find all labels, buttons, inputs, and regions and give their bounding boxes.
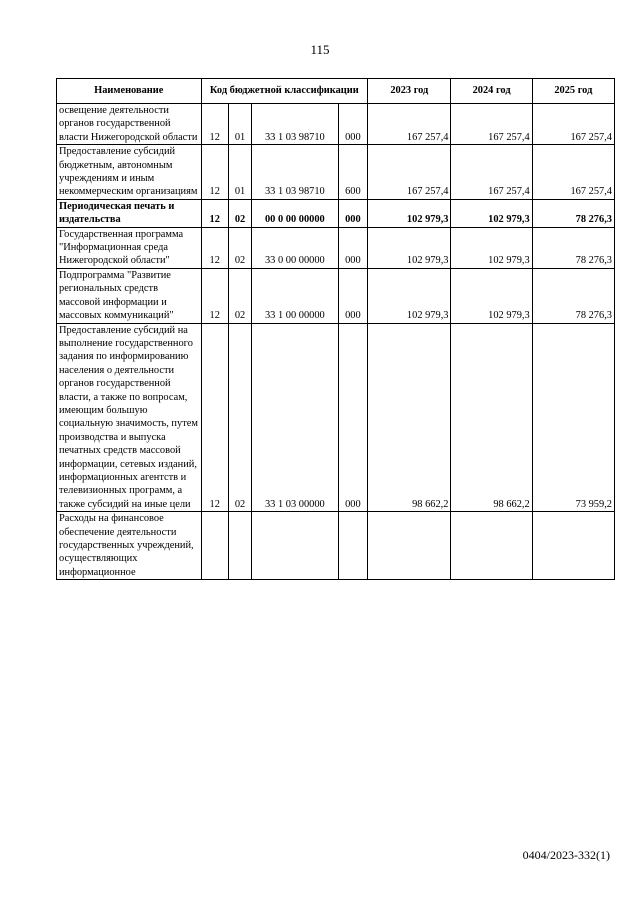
header-2025: 2025 год bbox=[532, 79, 614, 104]
cell-2025: 78 276,3 bbox=[532, 268, 614, 323]
cell-2025: 167 257,4 bbox=[532, 145, 614, 200]
cell-2023: 98 662,2 bbox=[368, 323, 451, 512]
cell-2024: 98 662,2 bbox=[451, 323, 532, 512]
cell-2023: 167 257,4 bbox=[368, 145, 451, 200]
cell-section: 12 bbox=[201, 104, 228, 145]
table-row bbox=[57, 268, 615, 323]
cell-target-article: 33 1 03 98710 bbox=[252, 145, 338, 200]
table-row bbox=[57, 145, 615, 200]
table-row bbox=[57, 104, 615, 145]
cell-2025: 78 276,3 bbox=[532, 227, 614, 268]
table-row bbox=[57, 227, 615, 268]
cell-name: Государственная программа "Информационная среда Нижегородской области" bbox=[57, 227, 202, 268]
cell-target-article: 33 1 03 00000 bbox=[252, 323, 338, 512]
cell-2023 bbox=[368, 512, 451, 580]
cell-name: освещение деятельности органов государственной власти Нижегородской области bbox=[57, 104, 202, 145]
cell-2024 bbox=[451, 512, 532, 580]
cell-2025: 78 276,3 bbox=[532, 199, 614, 227]
cell-2025: 73 959,2 bbox=[532, 323, 614, 512]
cell-subsection: 02 bbox=[228, 323, 251, 512]
cell-expense-type: 000 bbox=[338, 323, 368, 512]
header-name: Наименование bbox=[57, 79, 202, 104]
cell-subsection: 02 bbox=[228, 268, 251, 323]
document-code: 0404/2023-332(1) bbox=[522, 848, 610, 862]
cell-expense-type bbox=[338, 512, 368, 580]
cell-2023: 102 979,3 bbox=[368, 227, 451, 268]
cell-expense-type: 000 bbox=[338, 199, 368, 227]
cell-name: Периодическая печать и издательства bbox=[57, 199, 202, 227]
cell-section bbox=[201, 512, 228, 580]
cell-subsection: 01 bbox=[228, 145, 251, 200]
header-2024: 2024 год bbox=[451, 79, 532, 104]
cell-target-article bbox=[252, 512, 338, 580]
cell-2025 bbox=[532, 512, 614, 580]
cell-2024: 167 257,4 bbox=[451, 104, 532, 145]
cell-2023: 167 257,4 bbox=[368, 104, 451, 145]
cell-expense-type: 000 bbox=[338, 227, 368, 268]
header-2023: 2023 год bbox=[368, 79, 451, 104]
cell-section: 12 bbox=[201, 145, 228, 200]
cell-expense-type: 600 bbox=[338, 145, 368, 200]
cell-name: Предоставление субсидий бюджетным, автономным учреждениям и иным некоммерческим организациям bbox=[57, 145, 202, 200]
table-row bbox=[57, 512, 615, 580]
cell-name: Расходы на финансовое обеспечение деятельности государственных учреждений, осуществляющих информационное bbox=[57, 512, 202, 580]
header-code: Код бюджетной классификации bbox=[201, 79, 368, 104]
cell-2024: 102 979,3 bbox=[451, 227, 532, 268]
cell-name: Подпрограмма "Развитие региональных средств массовой информации и массовых коммуникаций" bbox=[57, 268, 202, 323]
cell-subsection bbox=[228, 512, 251, 580]
cell-expense-type: 000 bbox=[338, 268, 368, 323]
table-row bbox=[57, 323, 615, 512]
cell-target-article: 00 0 00 00000 bbox=[252, 199, 338, 227]
cell-subsection: 02 bbox=[228, 227, 251, 268]
cell-section: 12 bbox=[201, 268, 228, 323]
cell-target-article: 33 0 00 00000 bbox=[252, 227, 338, 268]
cell-target-article: 33 1 00 00000 bbox=[252, 268, 338, 323]
cell-section: 12 bbox=[201, 227, 228, 268]
cell-name: Предоставление субсидий на выполнение государственного задания по информированию населения о деятельности органов государственной власти, а также по вопросам, имеющим большую социальную значимость, путем производства и выпуска печатных средств массовой информации, сетевых изданий, информационных агентств и телевизионных программ, а также субсидий на иные цели bbox=[57, 323, 202, 512]
table-header-row bbox=[57, 79, 615, 104]
cell-2024: 102 979,3 bbox=[451, 199, 532, 227]
cell-2023: 102 979,3 bbox=[368, 268, 451, 323]
cell-2024: 167 257,4 bbox=[451, 145, 532, 200]
cell-subsection: 01 bbox=[228, 104, 251, 145]
cell-2024: 102 979,3 bbox=[451, 268, 532, 323]
cell-section: 12 bbox=[201, 199, 228, 227]
cell-target-article: 33 1 03 98710 bbox=[252, 104, 338, 145]
cell-2025: 167 257,4 bbox=[532, 104, 614, 145]
cell-subsection: 02 bbox=[228, 199, 251, 227]
page-number: 115 bbox=[310, 42, 330, 57]
cell-2023: 102 979,3 bbox=[368, 199, 451, 227]
cell-section: 12 bbox=[201, 323, 228, 512]
table-row-section bbox=[57, 199, 615, 227]
budget-table bbox=[56, 78, 615, 580]
cell-expense-type: 000 bbox=[338, 104, 368, 145]
